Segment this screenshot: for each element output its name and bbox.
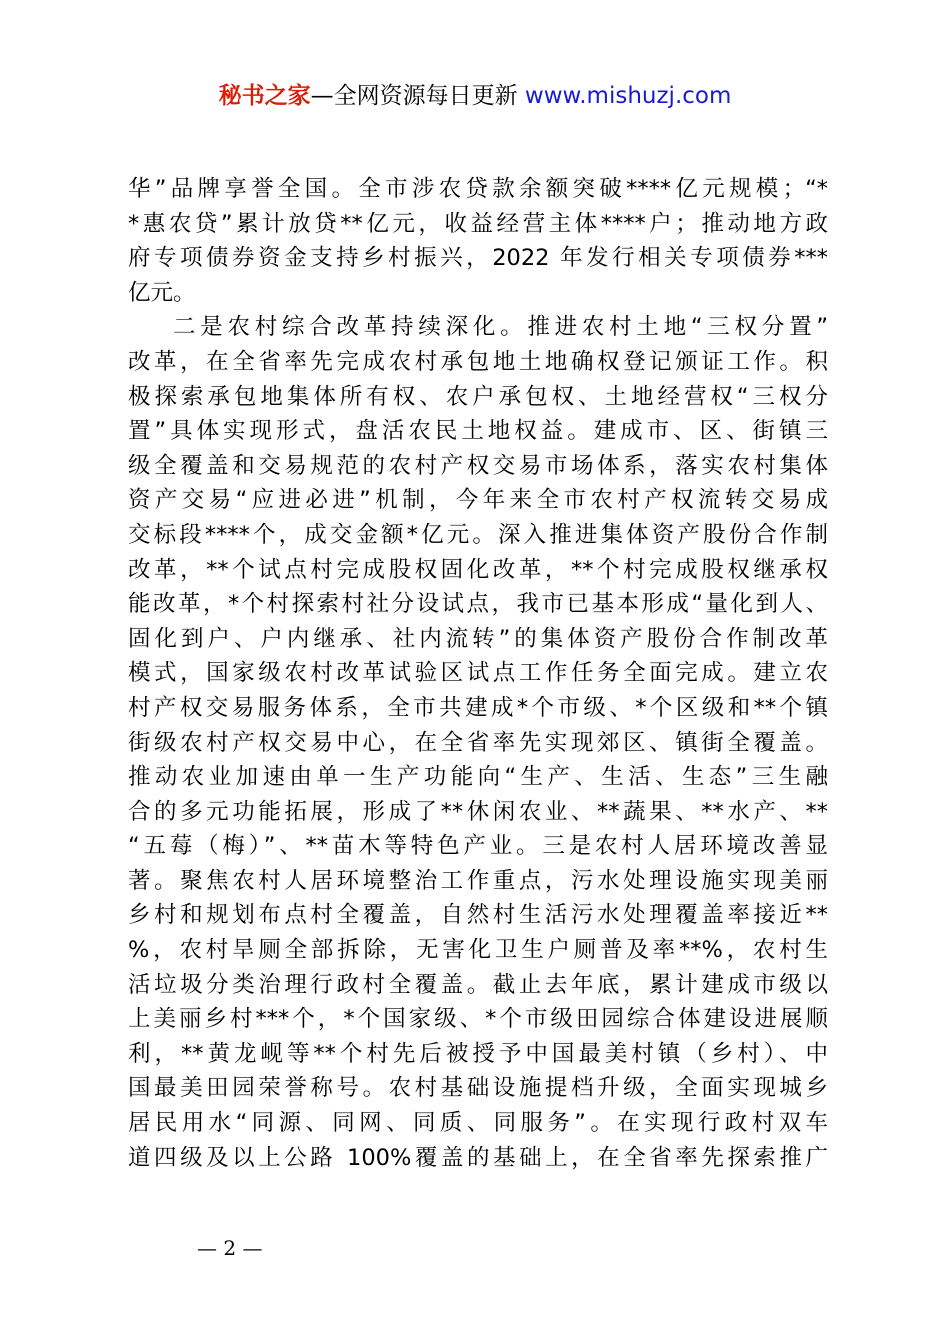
site-header xyxy=(0,80,950,112)
text-line: 推动农业加速由单一生产功能向“生产、生活、生态”三生融 xyxy=(128,764,828,791)
text-line: “五莓（梅）”、**苗木等特色产业。三是农村人居环境改善显 xyxy=(128,833,828,860)
text-line: 街级农村产权交易中心，在全省率先实现郊区、镇街全覆盖。 xyxy=(128,729,828,756)
header-tagline: —全网资源每日更新 xyxy=(310,83,525,109)
text-line: 道四级及以上公路 100%覆盖的基础上，在全省率先探索推广 xyxy=(128,1144,828,1171)
text-line: 改革，在全省率先完成农村承包地土地确权登记颁证工作。积 xyxy=(128,348,828,375)
text-line: 居民用水“同源、同网、同质、同服务”。在实现行政村双车 xyxy=(128,1110,828,1137)
text-line: 合的多元功能拓展，形成了**休闲农业、**蔬果、**水产、** xyxy=(128,798,828,825)
text-line: 华”品牌享誉全国。全市涉农贷款余额突破****亿元规模；“* xyxy=(128,176,828,202)
text-line: 改革，**个试点村完成股权固化改革，**个村完成股权继承权 xyxy=(128,556,828,583)
text-line: 级全覆盖和交易规范的农村产权交易市场体系，落实农村集体 xyxy=(128,452,828,479)
text-line: 置”具体实现形式，盘活农民土地权益。建成市、区、街镇三 xyxy=(128,418,828,445)
text-line: 交标段****个，成交金额*亿元。深入推进集体资产股份合作制 xyxy=(128,521,828,548)
text-line: 国最美田园荣誉称号。农村基础设施提档升级，全面实现城乡 xyxy=(128,1075,828,1102)
text-line: 亿元。 xyxy=(128,279,196,306)
text-line: 模式，国家级农村改革试验区试点工作任务全面完成。建立农 xyxy=(128,660,828,687)
text-line: 活垃圾分类治理行政村全覆盖。截止去年底，累计建成市级以 xyxy=(128,971,828,998)
text-line: 极探索承包地集体所有权、农户承包权、土地经营权“三权分 xyxy=(128,383,828,410)
text-line: 村产权交易服务体系，全市共建成*个市级、*个区级和**个镇 xyxy=(128,694,828,721)
text-line: 利，**黄龙岘等**个村先后被授予中国最美村镇（乡村）、中 xyxy=(128,1040,828,1067)
text-line: %，农村旱厕全部拆除，无害化卫生户厕普及率**%，农村生 xyxy=(128,937,828,964)
text-line: 固化到户、户内继承、社内流转”的集体资产股份合作制改革 xyxy=(128,625,828,652)
text-line: 资产交易“应进必进”机制，今年来全市农村产权流转交易成 xyxy=(128,487,828,514)
text-line: 上美丽乡村***个，*个国家级、*个市级田园综合体建设进展顺 xyxy=(128,1006,828,1033)
text-line: 乡村和规划布点村全覆盖，自然村生活污水处理覆盖率接近** xyxy=(128,902,828,929)
document-body xyxy=(128,172,828,1175)
text-line: 府专项债券资金支持乡村振兴，2022 年发行相关专项债券*** xyxy=(128,245,828,272)
text-line: 能改革，*个村探索村社分设试点，我市已基本形成“量化到人、 xyxy=(128,591,828,618)
text-line: *惠农贷”累计放贷**亿元，收益经营主体****户；推动地方政 xyxy=(128,210,828,237)
page-number: — 2 — xyxy=(197,1236,263,1260)
site-url-link[interactable]: www.mishuzj.com xyxy=(524,83,732,109)
brand-name: 秘书之家 xyxy=(218,83,311,109)
text-line: 二是农村综合改革持续深化。推进农村土地“三权分置” xyxy=(173,314,828,341)
text-line: 著。聚焦农村人居环境整治工作重点，污水处理设施实现美丽 xyxy=(128,867,828,894)
